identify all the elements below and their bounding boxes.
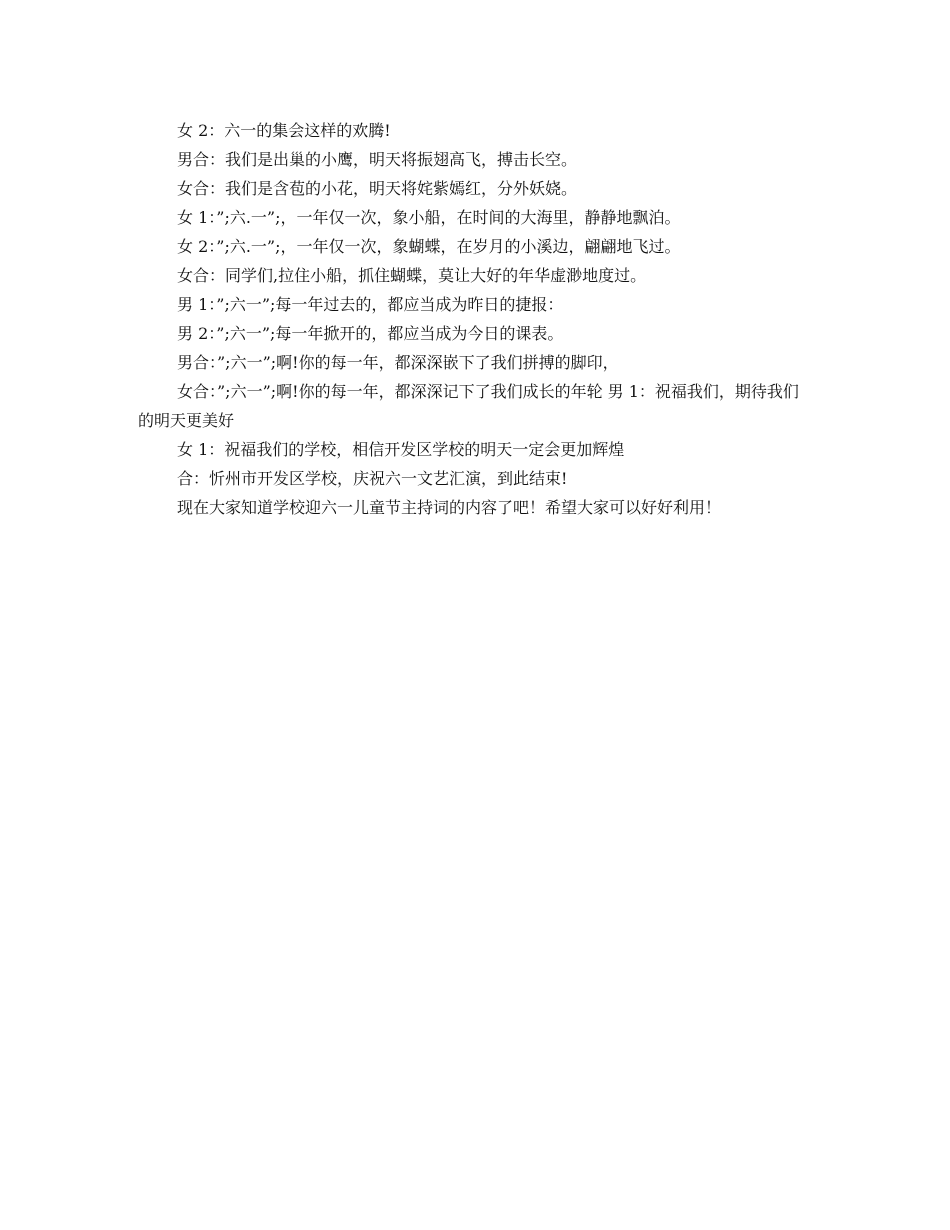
paragraph: 女合：同学们,拉住小船，抓住蝴蝶，莫让大好的年华虚渺地度过。: [177, 266, 647, 285]
paragraph: 女 2：六一的集会这样的欢腾!: [177, 121, 391, 140]
paragraph: 男合：我们是出巢的小鹰，明天将振翅高飞，搏击长空。: [177, 150, 578, 169]
paragraph: 男 2：”;六一”;每一年掀开的，都应当成为今日的课表。: [177, 324, 564, 343]
paragraph: 女 2：”;六.一”;，一年仅一次，象蝴蝶，在岁月的小溪边，翩翩地飞过。: [177, 237, 681, 256]
paragraph: 女合：我们是含苞的小花，明天将姹紫嫣红，分外妖娆。: [177, 179, 578, 198]
paragraph: 女 1：”;六.一”;，一年仅一次，象小船，在时间的大海里，静静地飘泊。: [177, 208, 681, 227]
paragraph: 男 1：”;六一”;每一年过去的，都应当成为昨日的捷报：: [177, 295, 564, 314]
document-body: [138, 116, 814, 522]
paragraph: 男合：”;六一”;啊!你的每一年，都深深嵌下了我们拼搏的脚印，: [177, 353, 619, 372]
paragraph: 合：忻州市开发区学校，庆祝六一文艺汇演，到此结束!: [177, 469, 568, 488]
paragraph: 女合：”;六一”;啊!你的每一年，都深深记下了我们成长的年轮 男 1：祝福我们，期待我们的明天更美好: [138, 382, 799, 430]
paragraph: 现在大家知道学校迎六一儿童节主持词的内容了吧！希望大家可以好好利用！: [177, 498, 722, 517]
paragraph: 女 1：祝福我们的学校，相信开发区学校的明天一定会更加辉煌: [177, 440, 625, 459]
